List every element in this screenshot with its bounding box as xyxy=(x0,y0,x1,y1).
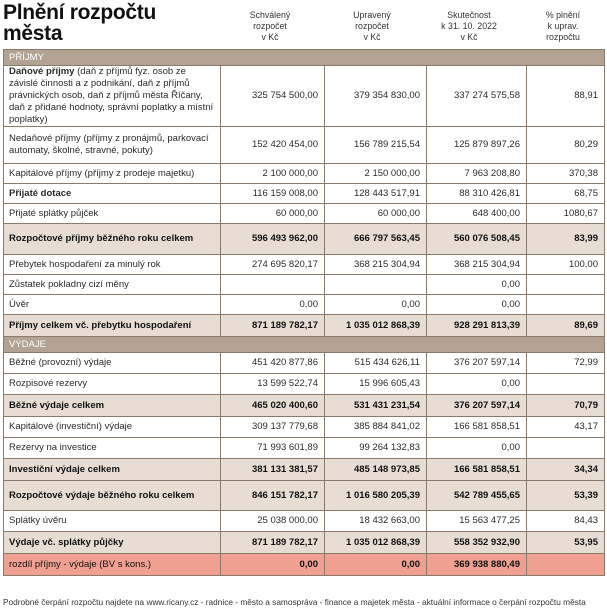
cell-actual: 0,00 xyxy=(427,438,527,459)
column-header-line: rozpočet xyxy=(253,21,287,31)
table-row xyxy=(4,438,605,459)
cell-approved: 465 020 400,60 xyxy=(221,395,325,417)
row-label: Nedaňové příjmy (příjmy z pronájmů, parkovací automaty, školné, stravné, pokuty) xyxy=(4,127,221,164)
cell-percent xyxy=(527,295,605,315)
cell-actual: 376 207 597,14 xyxy=(427,395,527,417)
row-label: Rozpisové rezervy xyxy=(4,374,221,395)
cell-actual: 0,00 xyxy=(427,295,527,315)
cell-approved: 25 038 000,00 xyxy=(221,511,325,532)
cell-percent: 53,95 xyxy=(527,532,605,554)
cell-approved: 596 493 962,00 xyxy=(221,224,325,255)
difference-row xyxy=(4,554,605,576)
cell-actual: 88 310 426,81 xyxy=(427,184,527,204)
cell-approved: 60 000,00 xyxy=(221,204,325,224)
cell-percent: 70,79 xyxy=(527,395,605,417)
row-label: Přebytek hospodaření za minulý rok xyxy=(4,255,221,275)
cell-percent: 84,43 xyxy=(527,511,605,532)
cell-percent: 53,39 xyxy=(527,481,605,511)
column-header-adjusted xyxy=(327,10,417,43)
cell-adjusted: 60 000,00 xyxy=(325,204,427,224)
cell-adjusted: 0,00 xyxy=(325,554,427,576)
page-title xyxy=(3,2,218,44)
cell-percent: 88,91 xyxy=(527,66,605,127)
row-label: Rozpočtové výdaje běžného roku celkem xyxy=(4,481,221,511)
cell-adjusted: 0,00 xyxy=(325,295,427,315)
cell-percent: 100,00 xyxy=(527,255,605,275)
table-row xyxy=(4,66,605,127)
column-header-line: v Kč xyxy=(363,32,381,42)
row-label: Rozpočtové příjmy běžného roku celkem xyxy=(4,224,221,255)
row-label xyxy=(4,66,221,127)
subtotal-row xyxy=(4,459,605,481)
cell-actual: 166 581 858,51 xyxy=(427,459,527,481)
cell-percent xyxy=(527,275,605,295)
cell-actual: 125 879 897,26 xyxy=(427,127,527,164)
table-row xyxy=(4,204,605,224)
row-label: Kapitálové příjmy (příjmy z prodeje majetku) xyxy=(4,164,221,184)
cell-adjusted: 128 443 517,91 xyxy=(325,184,427,204)
total-row xyxy=(4,315,605,337)
cell-adjusted: 666 797 563,45 xyxy=(325,224,427,255)
column-header-line: rozpočet xyxy=(355,21,389,31)
column-header-line: Skutečnost xyxy=(447,10,491,20)
cell-adjusted: 15 996 605,43 xyxy=(325,374,427,395)
cell-percent: 83,99 xyxy=(527,224,605,255)
section-header-row xyxy=(4,337,605,353)
table-row xyxy=(4,127,605,164)
row-label: Investiční výdaje celkem xyxy=(4,459,221,481)
cell-actual: 166 581 858,51 xyxy=(427,417,527,438)
row-label: Přijaté splátky půjček xyxy=(4,204,221,224)
cell-approved: 309 137 779,68 xyxy=(221,417,325,438)
table-row xyxy=(4,164,605,184)
column-header-approved xyxy=(223,10,317,43)
row-label: Úvěr xyxy=(4,295,221,315)
cell-adjusted: 156 789 215,54 xyxy=(325,127,427,164)
cell-adjusted: 1 035 012 868,39 xyxy=(325,532,427,554)
cell-actual: 376 207 597,14 xyxy=(427,353,527,374)
cell-percent: 68,75 xyxy=(527,184,605,204)
cell-percent: 370,38 xyxy=(527,164,605,184)
cell-approved xyxy=(221,275,325,295)
cell-actual: 542 789 455,65 xyxy=(427,481,527,511)
column-header-line: k uprav. xyxy=(547,21,579,31)
cell-percent: 89,69 xyxy=(527,315,605,337)
table-row xyxy=(4,184,605,204)
cell-actual: 369 938 880,49 xyxy=(427,554,527,576)
cell-actual: 928 291 813,39 xyxy=(427,315,527,337)
cell-approved: 152 420 454,00 xyxy=(221,127,325,164)
footer-note: Podrobné čerpání rozpočtu najdete na www.ricany.cz - radnice - město a samospráva - finance a majetek města - aktuální informace o čerpání rozpočtu města xyxy=(3,597,586,607)
cell-approved: 0,00 xyxy=(221,554,325,576)
cell-approved: 13 599 522,74 xyxy=(221,374,325,395)
cell-approved: 71 993 601,89 xyxy=(221,438,325,459)
column-header-line: v Kč xyxy=(261,32,279,42)
row-label: Běžné výdaje celkem xyxy=(4,395,221,417)
column-header-line: k 31. 10. 2022 xyxy=(441,21,497,31)
cell-percent: 80,29 xyxy=(527,127,605,164)
subtotal-row xyxy=(4,481,605,511)
column-header-line: Upravený xyxy=(353,10,391,20)
cell-adjusted: 1 016 580 205,39 xyxy=(325,481,427,511)
table-row xyxy=(4,353,605,374)
row-label: Zůstatek pokladny cizí měny xyxy=(4,275,221,295)
cell-percent: 34,34 xyxy=(527,459,605,481)
row-label: Rezervy na investice xyxy=(4,438,221,459)
cell-approved: 0,00 xyxy=(221,295,325,315)
cell-adjusted: 368 215 304,94 xyxy=(325,255,427,275)
column-header-percent xyxy=(522,10,604,43)
section-header-row xyxy=(4,50,605,66)
row-label: Splátky úvěru xyxy=(4,511,221,532)
subtotal-row xyxy=(4,224,605,255)
cell-approved: 325 754 500,00 xyxy=(221,66,325,127)
column-header-line: % plnění xyxy=(545,10,581,20)
table-row xyxy=(4,374,605,395)
table-row xyxy=(4,295,605,315)
cell-adjusted: 2 150 000,00 xyxy=(325,164,427,184)
section-expenses-label: VÝDAJE xyxy=(4,337,605,353)
cell-adjusted: 531 431 231,54 xyxy=(325,395,427,417)
section-income-label: PŘÍJMY xyxy=(4,50,605,66)
cell-adjusted: 485 148 973,85 xyxy=(325,459,427,481)
cell-approved: 2 100 000,00 xyxy=(221,164,325,184)
cell-approved: 116 159 008,00 xyxy=(221,184,325,204)
cell-percent: 1080,67 xyxy=(527,204,605,224)
cell-actual: 0,00 xyxy=(427,275,527,295)
cell-percent xyxy=(527,554,605,576)
cell-approved: 381 131 381,57 xyxy=(221,459,325,481)
column-header-actual xyxy=(422,10,516,43)
table-row xyxy=(4,255,605,275)
cell-percent xyxy=(527,438,605,459)
table-row xyxy=(4,275,605,295)
cell-percent xyxy=(527,374,605,395)
column-header-line: v Kč xyxy=(460,32,478,42)
table-row xyxy=(4,511,605,532)
row-label: Výdaje vč. splátky půjčky xyxy=(4,532,221,554)
cell-actual: 7 963 208,80 xyxy=(427,164,527,184)
cell-actual: 558 352 932,90 xyxy=(427,532,527,554)
cell-adjusted: 515 434 626,11 xyxy=(325,353,427,374)
subtotal-row xyxy=(4,395,605,417)
cell-percent: 72,99 xyxy=(527,353,605,374)
row-label: Přijaté dotace xyxy=(4,184,221,204)
cell-adjusted: 385 884 841,02 xyxy=(325,417,427,438)
cell-adjusted: 379 354 830,00 xyxy=(325,66,427,127)
title-line-1: Plnění rozpočtu xyxy=(3,1,157,24)
cell-approved: 274 695 820,17 xyxy=(221,255,325,275)
cell-approved: 871 189 782,17 xyxy=(221,532,325,554)
column-header-line: Schválený xyxy=(249,10,291,20)
row-label: Příjmy celkem vč. přebytku hospodaření xyxy=(4,315,221,337)
cell-actual: 0,00 xyxy=(427,374,527,395)
cell-actual: 648 400,00 xyxy=(427,204,527,224)
column-header-line: rozpočtu xyxy=(546,32,580,42)
row-label: Běžné (provozní) výdaje xyxy=(4,353,221,374)
cell-adjusted: 1 035 012 868,39 xyxy=(325,315,427,337)
cell-approved: 451 420 877,86 xyxy=(221,353,325,374)
cell-adjusted xyxy=(325,275,427,295)
row-label: Kapitálové (investiční) výdaje xyxy=(4,417,221,438)
cell-approved: 871 189 782,17 xyxy=(221,315,325,337)
row-label: rozdíl příjmy - výdaje (BV s kons.) xyxy=(4,554,221,576)
table-row xyxy=(4,417,605,438)
cell-percent: 43,17 xyxy=(527,417,605,438)
row-label-lead: Daňové příjmy xyxy=(9,66,75,77)
title-line-2: města xyxy=(3,22,63,45)
budget-table xyxy=(3,49,605,576)
cell-actual: 560 076 508,45 xyxy=(427,224,527,255)
cell-actual: 368 215 304,94 xyxy=(427,255,527,275)
cell-approved: 846 151 782,17 xyxy=(221,481,325,511)
total-row xyxy=(4,532,605,554)
cell-actual: 337 274 575,58 xyxy=(427,66,527,127)
cell-adjusted: 99 264 132,83 xyxy=(325,438,427,459)
row-label-text: (daň z příjmů fyz. osob ze závislé činnosti a z podnikání, daň z příjmů právnických osob, daň z příjmů města Říčany, daň z přidané hodnoty, správní poplatky a místní poplatky) xyxy=(9,66,214,125)
cell-actual: 15 563 477,25 xyxy=(427,511,527,532)
cell-adjusted: 18 432 663,00 xyxy=(325,511,427,532)
